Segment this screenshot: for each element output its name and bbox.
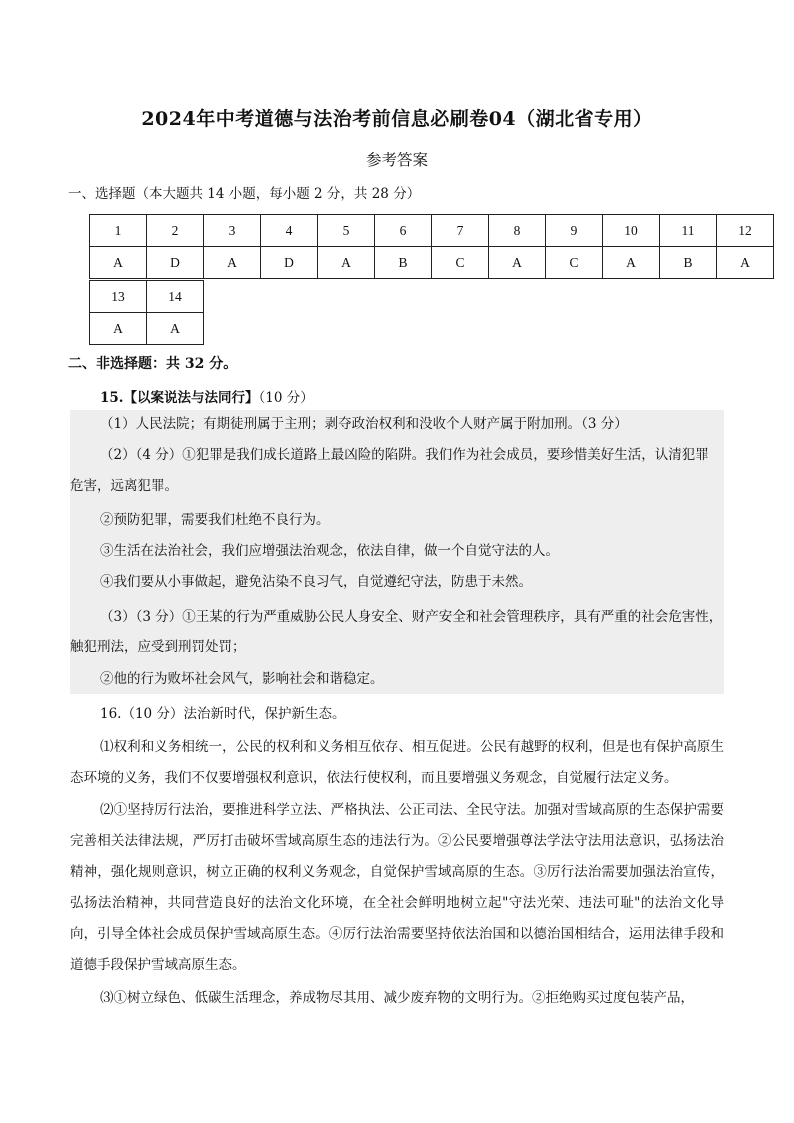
answer-number-row	[90, 215, 774, 247]
document-title: 2024年中考道德与法治考前信息必刷卷04（湖北省专用）	[141, 108, 653, 130]
answer-number: 6	[375, 215, 432, 247]
q15-point2: ②预防犯罪，需要我们杜绝不良行为。	[100, 512, 330, 528]
q15-title: 15.【以案说法与法同行】	[100, 390, 259, 406]
q16-heading: 16.（10 分）法治新时代，保护新生态。	[100, 706, 346, 722]
answer-table-1	[89, 214, 774, 279]
answer-number: 12	[717, 215, 774, 247]
answer-letter: B	[660, 247, 717, 279]
answer-letter: C	[432, 247, 489, 279]
answer-letter: A	[147, 313, 204, 345]
answer-number: 13	[90, 281, 147, 313]
answer-letter: A	[603, 247, 660, 279]
answer-number: 5	[318, 215, 375, 247]
q16-part1: ⑴权利和义务相统一，公民的权利和义务相互依存、相互促进。公民有越野的权利，但是也有保护高原生态环境的义务，我们不仅要增强权利意识，依法行使权利，而且要增强义务观念，自觉履行法定义务。	[70, 739, 724, 786]
answer-letter: D	[261, 247, 318, 279]
answer-letter: A	[204, 247, 261, 279]
q15-part3-line2: 触犯刑法，应受到刑罚处罚；	[70, 639, 246, 655]
answer-letter-row	[90, 247, 774, 279]
answer-letter: A	[90, 247, 147, 279]
q15-part2-line2: 危害，远离犯罪。	[70, 478, 178, 494]
answer-number: 14	[147, 281, 204, 313]
answer-letter: A	[717, 247, 774, 279]
section2-heading: 二、非选择题：共 32 分。	[68, 356, 238, 372]
answer-letter-row	[90, 313, 204, 345]
answer-letter: A	[90, 313, 147, 345]
answer-number: 11	[660, 215, 717, 247]
q15-part3-point2: ②他的行为败坏社会风气，影响社会和谐稳定。	[100, 671, 384, 687]
q15-score: （10 分）	[258, 390, 314, 406]
answer-letter: D	[147, 247, 204, 279]
answer-letter: B	[375, 247, 432, 279]
q15-part3-line1: （3）（3 分）①王某的行为严重威胁公民人身安全、财产安全和社会管理秩序，具有严重的社会危害性，	[100, 609, 723, 625]
answer-number: 10	[603, 215, 660, 247]
q16-part3: ⑶①树立绿色、低碳生活理念，养成物尽其用、减少废弃物的文明行为。②拒绝购买过度包装产品，	[100, 990, 694, 1006]
answer-table-2	[89, 280, 204, 345]
q15-point4: ④我们要从小事做起，避免沾染不良习气，自觉遵纪守法，防患于未然。	[100, 574, 532, 590]
answer-number: 2	[147, 215, 204, 247]
q15-point3: ③生活在法治社会，我们应增强法治观念，依法自律，做一个自觉守法的人。	[100, 543, 559, 559]
answer-letter: A	[489, 247, 546, 279]
answer-number: 4	[261, 215, 318, 247]
document-subtitle: 参考答案	[365, 151, 428, 169]
q15-part2-line1: （2）（4 分）①犯罪是我们成长道路上最凶险的陷阱。我们作为社会成员，要珍惜美好生活，认清犯罪	[100, 447, 709, 463]
q15-part1: （1）人民法院；有期徒刑属于主刑；剥夺政治权利和没收个人财产属于附加刑。（3 分）	[100, 416, 628, 432]
q15-heading	[100, 386, 314, 406]
answer-letter: C	[546, 247, 603, 279]
answer-number: 7	[432, 215, 489, 247]
answer-number-row	[90, 281, 204, 313]
answer-number: 3	[204, 215, 261, 247]
q16-part2: ⑵①坚持厉行法治，要推进科学立法、严格执法、公正司法、全民守法。加强对雪域高原的生态保护需要完善相关法律法规，严厉打击破坏雪域高原生态的违法行为。②公民要增强尊法学法守法用法意识，弘扬法治精神，强化规则意识，树立正确的权利义务观念，自觉保护雪域高原的生态。③厉行法治需要加强法治宣传，弘扬法治精神，共同营造良好的法治文化环境，在全社会鲜明地树立起"守法光荣、违法可耻"的法治文化导向，引导全体社会成员保护雪域高原生态。④厉行法治需要坚持依法治国和以德治国相结合，运用法律手段和道德手段保护雪域高原生态。	[70, 802, 724, 973]
section1-heading: 一、选择题（本大题共 14 小题，每小题 2 分，共 28 分）	[68, 186, 421, 202]
answer-number: 9	[546, 215, 603, 247]
answer-letter: A	[318, 247, 375, 279]
answer-number: 1	[90, 215, 147, 247]
answer-number: 8	[489, 215, 546, 247]
